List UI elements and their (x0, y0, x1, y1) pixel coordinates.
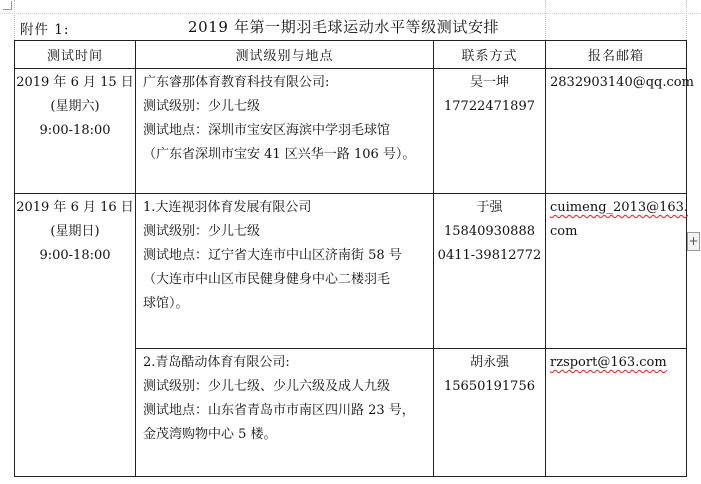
location-cell (136, 69, 434, 194)
document-heading (14, 14, 686, 40)
test-level: 测试级别：少儿七级 (143, 99, 261, 114)
test-venue: 测试地点：山东省青岛市市南区四川路 23 号， (143, 403, 415, 418)
email-cell (546, 194, 687, 349)
header-level-location: 测试级别与地点 (136, 41, 434, 69)
page-corner-mark (3, 1, 12, 10)
attachment-label: 附件 1: (20, 22, 70, 38)
test-level: 测试级别：少儿七级、少儿六级及成人九级 (143, 379, 391, 394)
header-email: 报名邮箱 (546, 41, 687, 69)
venue-address: 金茂湾购物中心 5 楼。 (143, 427, 277, 442)
venue-address-cont: 球馆）。 (143, 296, 189, 311)
contact-phone: 15650191756 (444, 379, 535, 394)
date-text: 2019 年 6 月 16 日 (16, 200, 134, 215)
venue-address: （广东省深圳市宝安 41 区兴华一路 106 号）。 (143, 147, 416, 162)
header-test-time: 测试时间 (15, 41, 136, 69)
contact-landline: 0411-39812772 (437, 248, 542, 263)
contact-person: 胡永强 (469, 355, 509, 370)
time-cell (15, 194, 136, 477)
hours-text: 9:00-18:00 (39, 248, 111, 263)
table-row (15, 69, 687, 194)
email-cell (546, 349, 687, 477)
venue-address: （大连市中山区市民健身健身中心二楼羽毛 (143, 272, 391, 287)
weekday-text: (星期六) (50, 99, 100, 114)
document-title: 2019 年第一期羽毛球运动水平等级测试安排 (188, 18, 500, 36)
contact-cell (434, 349, 546, 477)
location-cell (136, 349, 434, 477)
table-header-row (15, 41, 687, 69)
contact-cell (434, 69, 546, 194)
contact-person: 于强 (476, 200, 503, 215)
contact-cell (434, 194, 546, 349)
margin-guide (686, 0, 687, 40)
weekday-text: (星期日) (50, 224, 100, 239)
date-text: 2019 年 6 月 15 日 (16, 75, 134, 90)
contact-phone: 15840930888 (444, 224, 535, 239)
test-level: 测试级别：少儿七级 (143, 224, 261, 239)
location-cell (136, 194, 434, 349)
email-address[interactable]: 2832903140@qq.com (550, 75, 694, 90)
email-cell (546, 69, 694, 194)
email-address-cont[interactable]: com (550, 224, 578, 239)
table-row (15, 194, 687, 349)
test-venue: 测试地点：深圳市宝安区海滨中学羽毛球馆 (143, 123, 391, 138)
email-address[interactable]: rzsport@163.com (550, 355, 667, 370)
header-contact: 联系方式 (434, 41, 546, 69)
organizer-name: 2.青岛酷动体育有限公司: (143, 355, 290, 370)
test-venue: 测试地点：辽宁省大连市中山区济南街 58 号 (143, 248, 402, 263)
contact-person: 吴一坤 (469, 75, 509, 90)
organizer-name: 广东睿那体育教育科技有限公司: (143, 75, 330, 90)
organizer-name: 1.大连视羽体育发展有限公司 (143, 200, 312, 215)
schedule-table (14, 40, 694, 477)
contact-phone: 17722471897 (444, 99, 535, 114)
plus-icon[interactable]: + (687, 232, 700, 251)
time-cell (15, 69, 136, 194)
hours-text: 9:00-18:00 (39, 123, 111, 138)
email-address[interactable]: cuimeng_2013@163. (550, 200, 689, 215)
